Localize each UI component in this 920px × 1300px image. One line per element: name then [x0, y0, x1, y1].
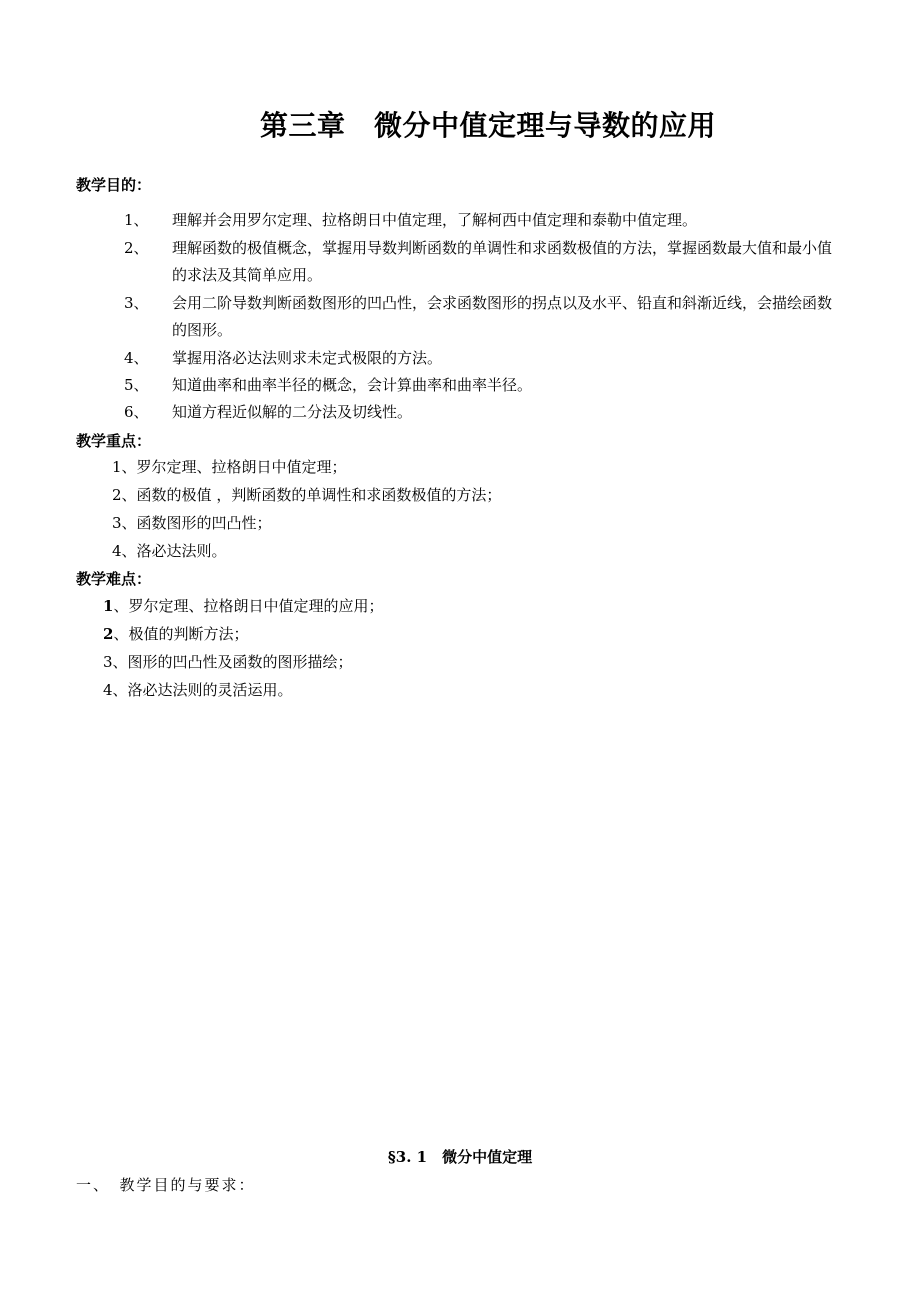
- objective-item: [124, 290, 844, 346]
- difficulty-text: 、图形的凹凸性及函数的图形描绘；: [112, 653, 353, 671]
- key-point-item: [112, 513, 272, 533]
- difficulty-item: [103, 596, 383, 616]
- objective-text: 知道曲率和曲率半径的概念，会计算曲率和曲率半径。: [172, 376, 533, 394]
- key-point-item: [112, 457, 347, 477]
- key-points-heading: 教学重点：: [76, 432, 152, 450]
- difficulty-text: 、极值的判断方法；: [113, 625, 249, 643]
- objective-number: 6、: [124, 403, 149, 421]
- key-point-text: 、函数图形的凹凸性；: [121, 514, 272, 532]
- objective-item: [124, 235, 844, 291]
- difficulty-text: 、罗尔定理、拉格朗日中值定理的应用；: [113, 597, 384, 615]
- difficulty-item: [103, 680, 293, 700]
- key-point-text: 、罗尔定理、拉格朗日中值定理；: [121, 458, 347, 476]
- key-point-text: 、函数的极值 ，判断函数的单调性和求函数极值的方法；: [121, 486, 502, 504]
- objective-number: 3、: [124, 294, 149, 312]
- objective-item: [124, 399, 844, 455]
- chapter-title: 第三章 微分中值定理与导数的应用: [259, 109, 716, 142]
- objective-number: 4、: [124, 349, 149, 367]
- difficulty-number: 2: [103, 625, 114, 643]
- difficulty-text: 、洛必达法则的灵活运用。: [112, 681, 293, 699]
- objective-text: 理解并会用罗尔定理、拉格朗日中值定理，了解柯西中值定理和泰勒中值定理。: [172, 211, 698, 229]
- key-point-text: 、洛必达法则。: [121, 542, 227, 560]
- section-title-text: §3. 1 微分中值定理: [387, 1148, 533, 1166]
- difficulty-item: [103, 624, 248, 644]
- subsection-heading: 一、 教学目的与要求：: [76, 1176, 256, 1194]
- objective-text: 理解函数的极值概念，掌握用导数判断函数的单调性和求函数极值的方法，掌握函数最大值和最小值的求法及其简单应用。: [172, 239, 833, 284]
- difficulty-number: 3: [103, 653, 113, 671]
- key-point-number: 2: [112, 486, 122, 504]
- objectives-heading: 教学目的：: [76, 176, 152, 194]
- objective-text: 掌握用洛必达法则求未定式极限的方法。: [172, 349, 443, 367]
- difficulty-number: 1: [103, 597, 114, 615]
- objective-number: 1、: [124, 211, 149, 229]
- objective-text: 会用二阶导数判断函数图形的凹凸性，会求函数图形的拐点以及水平、铅直和斜渐近线，会描绘函数的图形。: [172, 294, 833, 339]
- section-title: [0, 1146, 920, 1167]
- key-point-item: [112, 485, 501, 505]
- difficulty-item: [103, 652, 353, 672]
- key-point-item: [112, 541, 227, 561]
- objective-text: 知道方程近似解的二分法及切线性。: [172, 403, 413, 421]
- difficulties-heading: 教学难点：: [76, 570, 152, 588]
- key-point-number: 4: [112, 542, 122, 560]
- key-point-number: 1: [112, 458, 122, 476]
- key-point-number: 3: [112, 514, 122, 532]
- difficulty-number: 4: [103, 681, 113, 699]
- objective-number: 5、: [124, 376, 149, 394]
- objective-number: 2、: [124, 239, 149, 257]
